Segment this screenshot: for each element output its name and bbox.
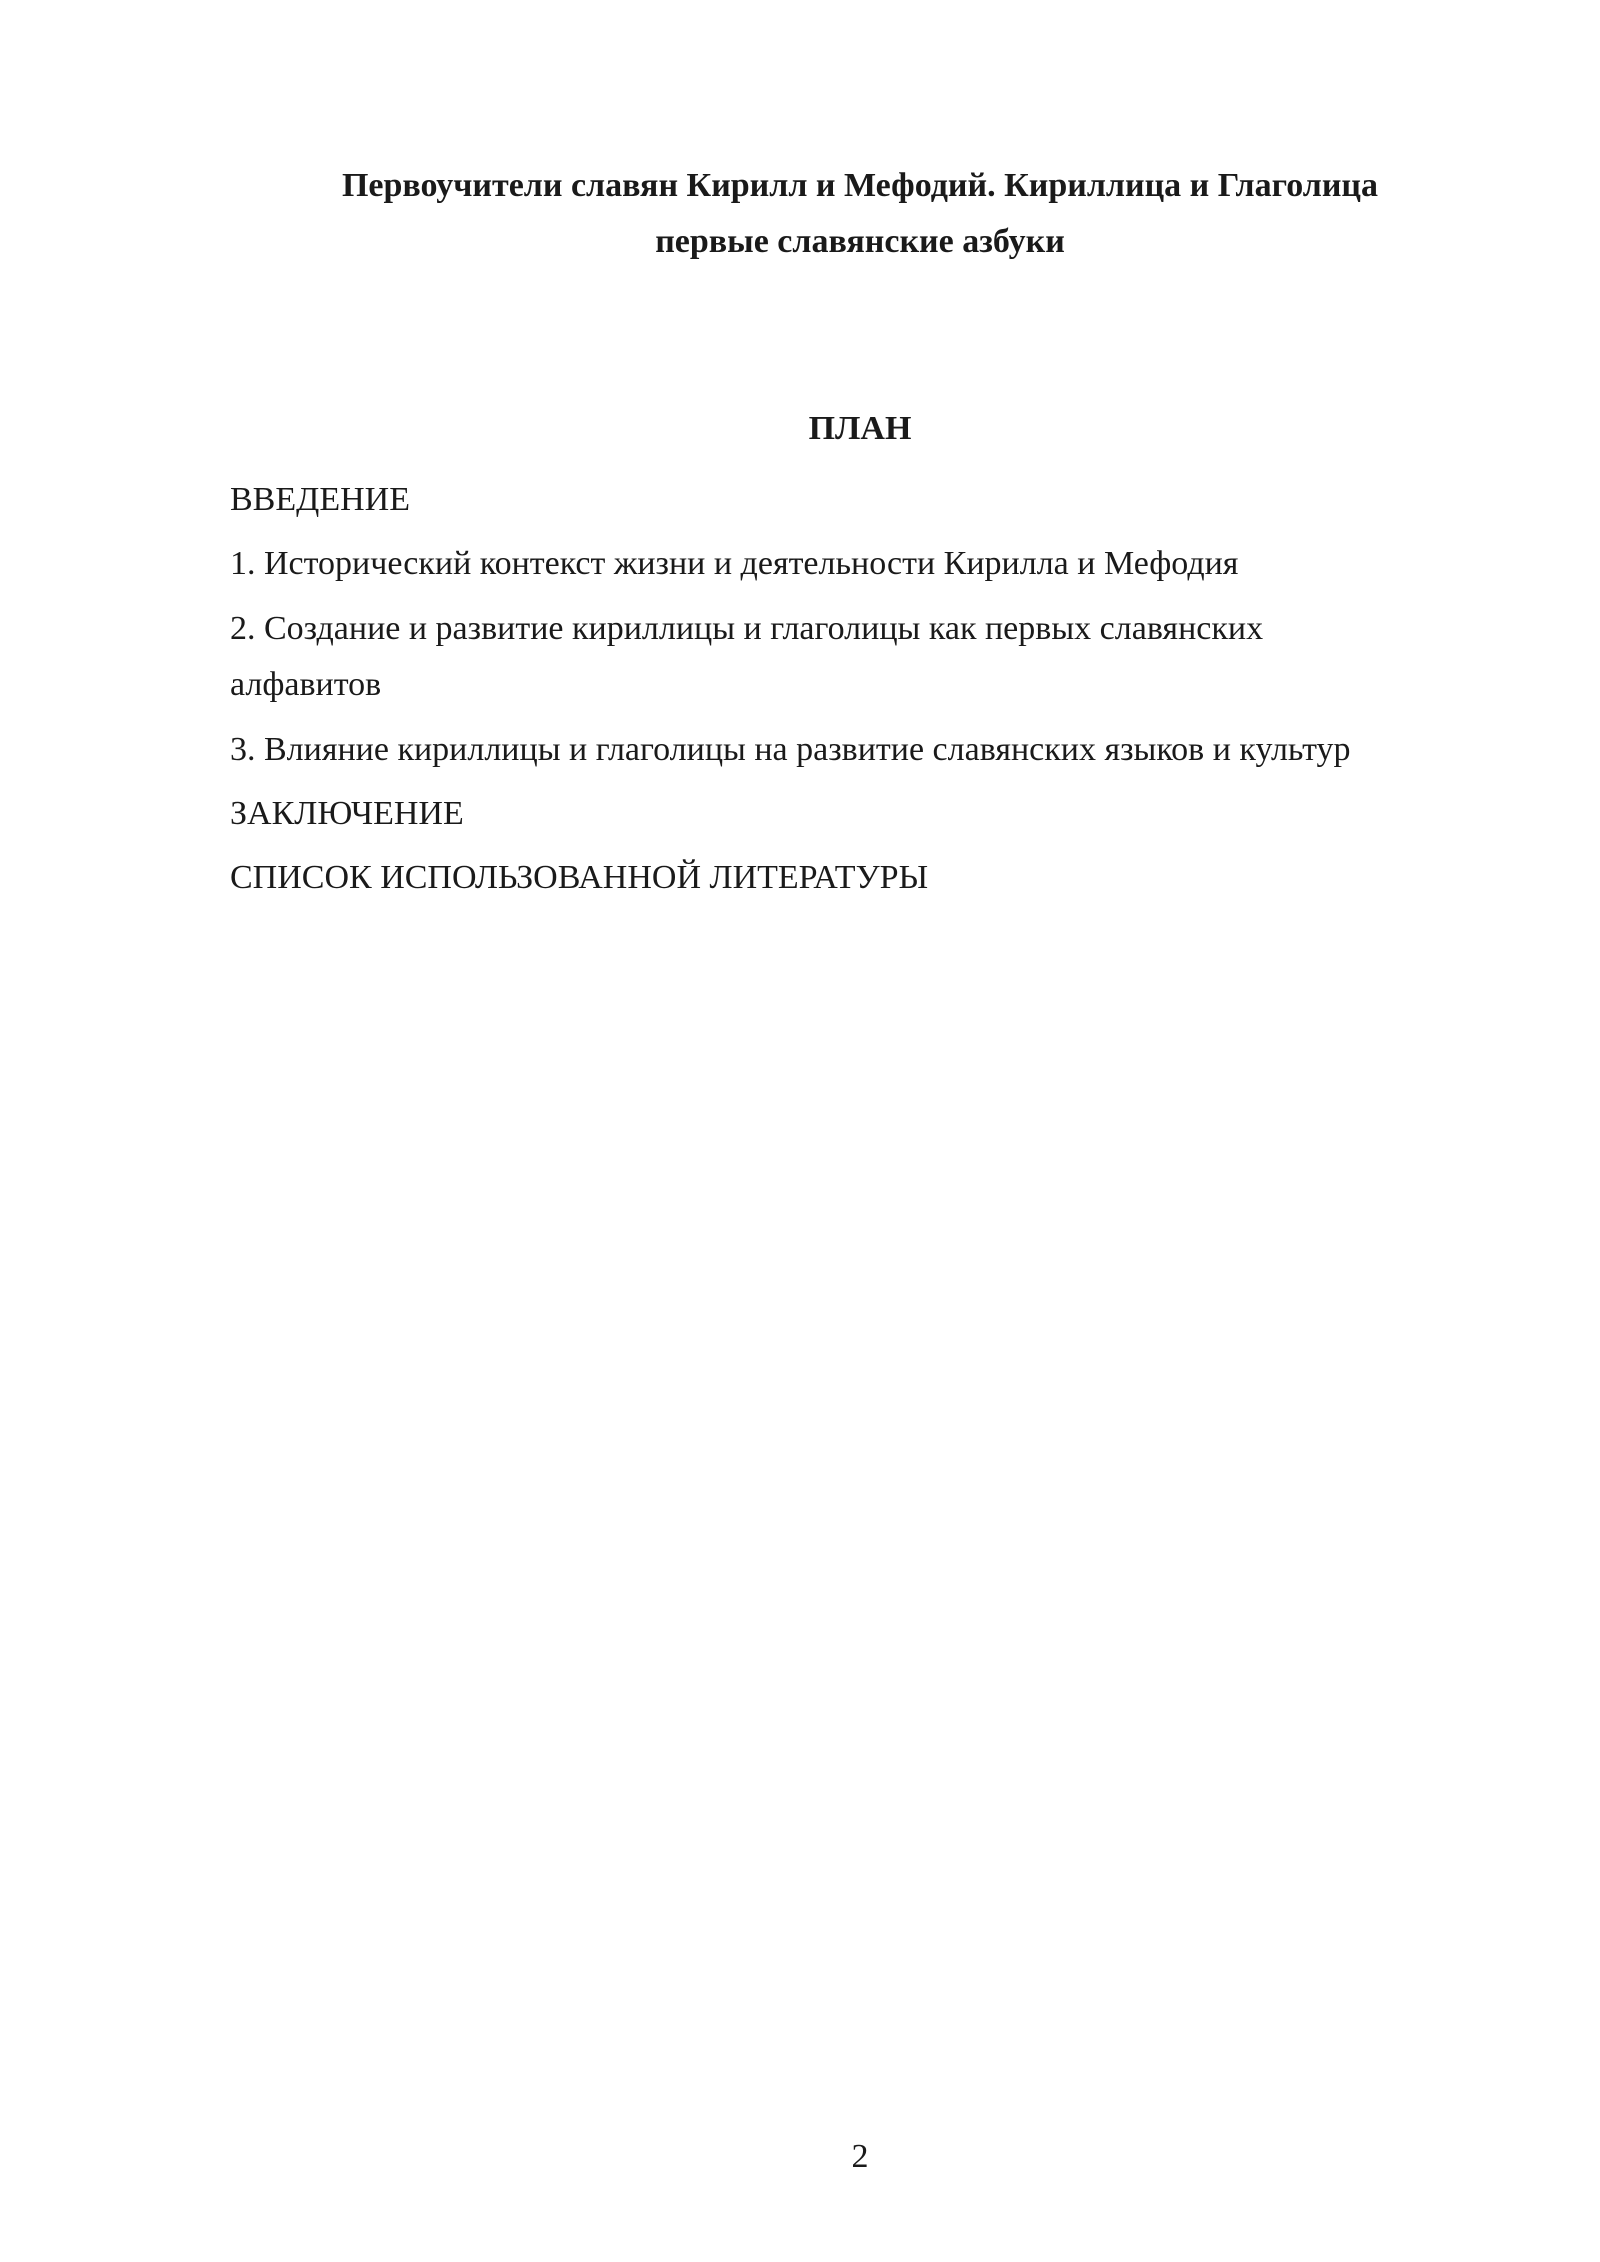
plan-item-conclusion — [230, 786, 1510, 842]
plan-heading: ПЛАН — [808, 410, 912, 447]
plan-item-text: ВВЕДЕНИЕ — [230, 481, 410, 518]
plan-item-2 — [230, 601, 1510, 713]
plan-item-text: 3. Влияние кириллицы и глаголицы на развитие славянских языков и культур — [230, 731, 1351, 768]
plan-item-text: ЗАКЛЮЧЕНИЕ — [230, 795, 464, 832]
plan-item-text: СПИСОК ИСПОЛЬЗОВАННОЙ ЛИТЕРАТУРЫ — [230, 859, 929, 896]
plan-item-1 — [230, 536, 1510, 592]
document-title — [230, 158, 1490, 270]
plan-item-text: 1. Исторический контекст жизни и деятельности Кирилла и Мефодия — [230, 545, 1239, 582]
plan-item-introduction — [230, 472, 1510, 528]
plan-item-text: 2. Создание и развитие кириллицы и глаголицы как первых славянских — [230, 610, 1264, 647]
title-line: первые славянские азбуки — [655, 223, 1065, 260]
page-number: 2 — [851, 2138, 869, 2175]
plan-item-references — [230, 850, 1510, 906]
title-line: Первоучители славян Кирилл и Мефодий. Кириллица и Глаголица — [341, 167, 1379, 204]
plan-item-3 — [230, 722, 1510, 778]
plan-item-text: алфавитов — [230, 666, 382, 703]
